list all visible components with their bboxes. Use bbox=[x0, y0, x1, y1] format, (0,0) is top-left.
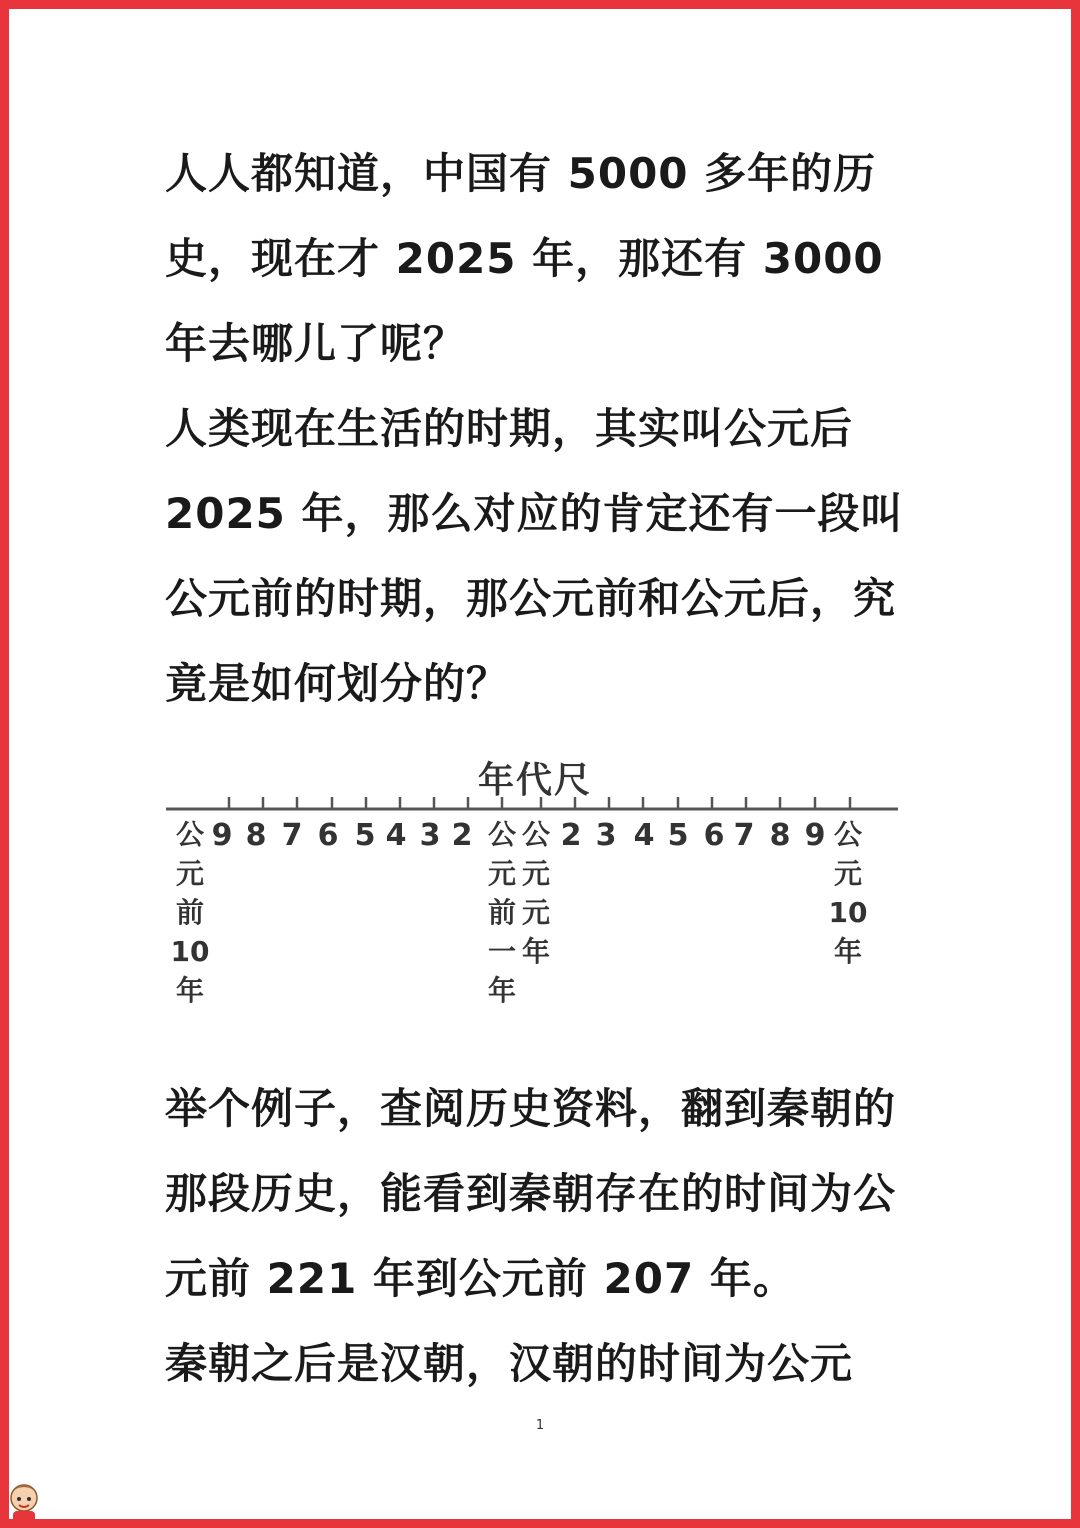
ruler-number-ad: 3 bbox=[595, 818, 617, 853]
ruler-number-ad: 4 bbox=[633, 818, 655, 853]
ruler-number-bc: 5 bbox=[354, 818, 376, 853]
ruler-number-ad: 5 bbox=[667, 818, 689, 853]
ruler-number-bc: 7 bbox=[281, 818, 303, 853]
ruler-number-bc: 9 bbox=[211, 818, 233, 853]
ruler-label-10bc: 元 bbox=[175, 857, 205, 890]
ruler-label-1bc: 前 bbox=[487, 896, 517, 929]
ruler-label-10bc: 前 bbox=[175, 896, 205, 929]
ruler-label-1ad: 公 bbox=[521, 818, 551, 851]
ruler-number-ad: 2 bbox=[560, 818, 582, 853]
ruler-number-bc: 8 bbox=[245, 818, 267, 853]
ruler-label-10bc: 10 bbox=[170, 935, 210, 968]
ruler-number-bc: 2 bbox=[451, 818, 473, 853]
ruler-labels bbox=[171, 818, 868, 1007]
ruler-label-10bc: 公 bbox=[175, 818, 205, 851]
ruler-label-10ad: 元 bbox=[833, 857, 863, 890]
ruler-label-1ad: 元 bbox=[521, 857, 551, 890]
cartoon-mascot-icon bbox=[4, 1480, 44, 1526]
ruler-label-10ad: 年 bbox=[833, 935, 863, 968]
ruler-label-1bc: 公 bbox=[487, 818, 517, 851]
ruler-number-ad: 6 bbox=[703, 818, 725, 853]
ruler-number-bc: 6 bbox=[317, 818, 339, 853]
ruler-label-1bc: 年 bbox=[487, 974, 517, 1007]
timeline-ruler-figure bbox=[160, 740, 910, 1040]
ruler-label-1ad: 年 bbox=[521, 935, 551, 968]
ruler-label-10ad: 10 bbox=[828, 896, 868, 929]
ruler-number-ad: 7 bbox=[733, 818, 755, 853]
ruler-ticks bbox=[229, 797, 850, 809]
page-number: 1 bbox=[535, 1418, 545, 1433]
timeline-ruler-svg bbox=[160, 740, 910, 1040]
ruler-label-10bc: 年 bbox=[175, 974, 205, 1007]
paragraph-intro: 人人都知道，中国有 5000 多年的历史，现在才 2025 年，那还有 3000 年去哪儿了呢？ bbox=[165, 149, 884, 368]
ruler-label-1bc: 元 bbox=[487, 857, 517, 890]
ruler-number-bc: 4 bbox=[385, 818, 407, 853]
ruler-label-1ad: 元 bbox=[521, 896, 551, 929]
ruler-number-ad: 8 bbox=[769, 818, 791, 853]
paragraph-example-qin: 举个例子，查阅历史资料，翻到秦朝的那段历史，能看到秦朝存在的时间为公元前 221 年到公元前 207 年。 bbox=[165, 1084, 897, 1303]
ruler-label-1bc: 一 bbox=[487, 935, 517, 968]
paragraph-question: 人类现在生活的时期，其实叫公元后 2025 年，那么对应的肯定还有一段叫公元前的时期，那公元前和公元后，究竟是如何划分的？ bbox=[165, 404, 904, 708]
ruler-number-bc: 3 bbox=[419, 818, 441, 853]
ruler-label-10ad: 公 bbox=[833, 818, 863, 851]
paragraph-example-han: 秦朝之后是汉朝，汉朝的时间为公元 bbox=[165, 1339, 854, 1388]
ruler-title: 年代尺 bbox=[477, 760, 592, 801]
ruler-number-ad: 9 bbox=[804, 818, 826, 853]
